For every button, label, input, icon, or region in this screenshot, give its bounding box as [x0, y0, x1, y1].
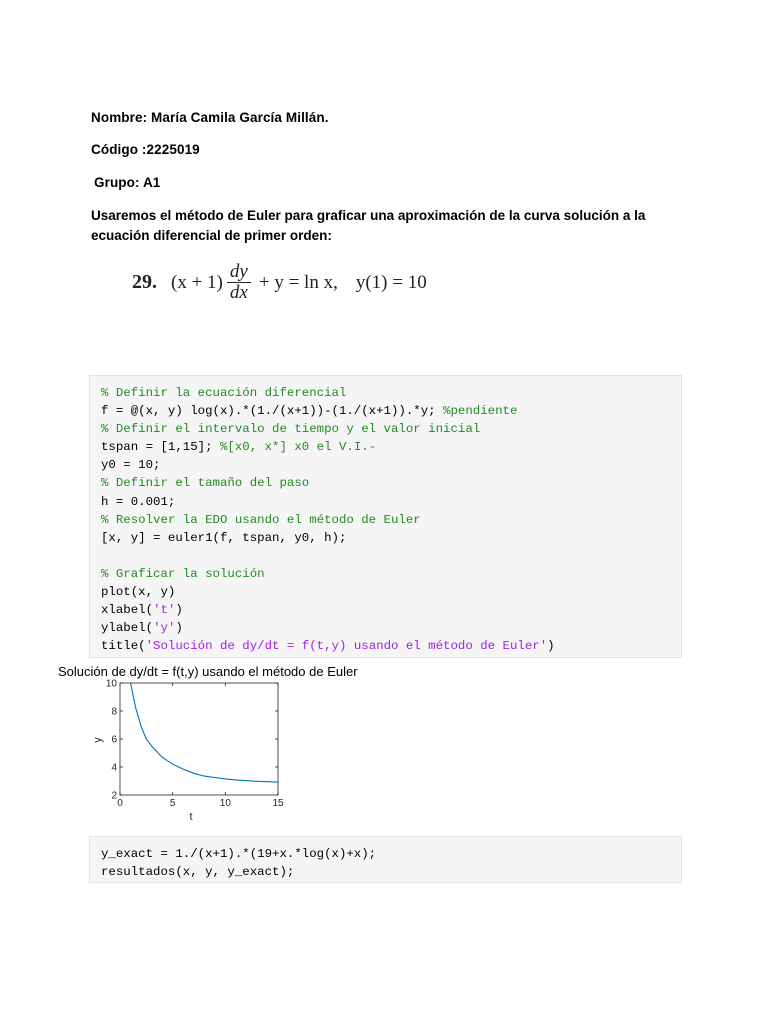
x-axis-label: t — [189, 811, 193, 823]
x-tick-label: 5 — [169, 798, 176, 809]
student-group: Grupo: A1 — [94, 175, 161, 190]
x-tick-label: 0 — [117, 798, 123, 809]
code-line — [101, 637, 670, 655]
code-line — [101, 863, 670, 881]
code-string: 'Solución de dy/dt = f(t,y) usando el método de Euler' — [145, 639, 548, 654]
code-line — [101, 845, 670, 863]
code-text: ylabel( — [101, 621, 154, 636]
code-text: title( — [101, 639, 146, 654]
chart-title: Solución de dy/dt = f(t,y) usando el método de Euler — [58, 664, 358, 679]
code-text — [101, 549, 108, 563]
code-line — [101, 474, 670, 492]
code-text: ) — [175, 621, 183, 636]
intro-paragraph: Usaremos el método de Euler para graficar una aproximación de la curva solución a la ecuación diferencial de primer orden: — [91, 208, 646, 243]
code-comment: % Definir el tamaño del paso — [101, 476, 310, 491]
equation-initial-condition: y(1) = 10 — [355, 271, 427, 293]
code-comment: % Resolver la EDO usando el método de Euler — [101, 512, 421, 527]
code-string: 'y' — [153, 621, 176, 636]
y-tick-label: 4 — [111, 762, 117, 774]
y-tick-label: 8 — [111, 706, 117, 718]
code-line — [101, 384, 670, 402]
code-text: xlabel( — [101, 603, 154, 618]
code-line — [101, 601, 670, 619]
euler-solution-plot — [58, 664, 358, 828]
code-text: tspan = [1,15]; — [101, 440, 220, 455]
matlab-code-block-exact — [89, 836, 682, 883]
x-tick-label: 10 — [219, 798, 231, 809]
code-line — [101, 565, 670, 583]
x-tick-label: 15 — [272, 798, 284, 809]
code-string: 't' — [153, 603, 176, 618]
code-comment: % Definir el intervalo de tiempo y el valor inicial — [101, 422, 481, 437]
code-comment: % Definir la ecuación diferencial — [101, 386, 347, 400]
code-text: y_exact = 1./(x+1).*(19+x.*log(x)+x); — [101, 847, 377, 861]
y-tick-label: 10 — [105, 678, 117, 690]
code-line — [101, 619, 670, 637]
code-line — [101, 583, 670, 601]
differential-equation — [132, 262, 431, 303]
equation-dy: dy — [229, 261, 248, 282]
code-text: plot(x, y) — [101, 585, 176, 600]
code-text: resultados(x, y, y_exact); — [101, 865, 295, 880]
code-line — [101, 438, 670, 456]
chart-svg — [58, 664, 358, 828]
code-line — [101, 402, 670, 420]
code-text: ) — [547, 639, 555, 654]
student-name: Nombre: María Camila García Millán. — [91, 110, 329, 125]
code-text: y0 = 10; — [101, 458, 161, 473]
code-comment: %pendiente — [443, 404, 518, 419]
code-comment: % Graficar la solución — [101, 566, 265, 581]
code-line — [101, 511, 670, 529]
code-comment: %[x0, x*] x0 el V.I.- — [219, 440, 377, 455]
code-text: f = @(x, y) log(x).*(1./(x+1))-(1./(x+1)).*y; — [101, 404, 444, 419]
equation-left: (x + 1) — [171, 271, 223, 293]
matlab-code-block-euler — [89, 375, 682, 658]
y-tick-label: 6 — [111, 734, 117, 746]
code-line — [101, 420, 670, 438]
equation-dx: dx — [229, 282, 248, 303]
code-text: ) — [175, 603, 183, 618]
plot-axes-box — [120, 683, 278, 795]
y-axis-label: y — [92, 737, 104, 743]
equation-number: 29. — [132, 271, 157, 293]
code-text: h = 0.001; — [101, 494, 176, 509]
code-line — [101, 493, 670, 511]
student-code: Código :2225019 — [91, 142, 200, 157]
code-line — [101, 529, 670, 547]
code-line — [101, 547, 670, 565]
code-line — [101, 456, 670, 474]
equation-rest: + y = ln x, — [258, 271, 338, 293]
code-text: [x, y] = euler1(f, tspan, y0, h); — [101, 530, 347, 545]
equation-derivative — [227, 262, 251, 303]
y-tick-label: 2 — [111, 790, 117, 802]
